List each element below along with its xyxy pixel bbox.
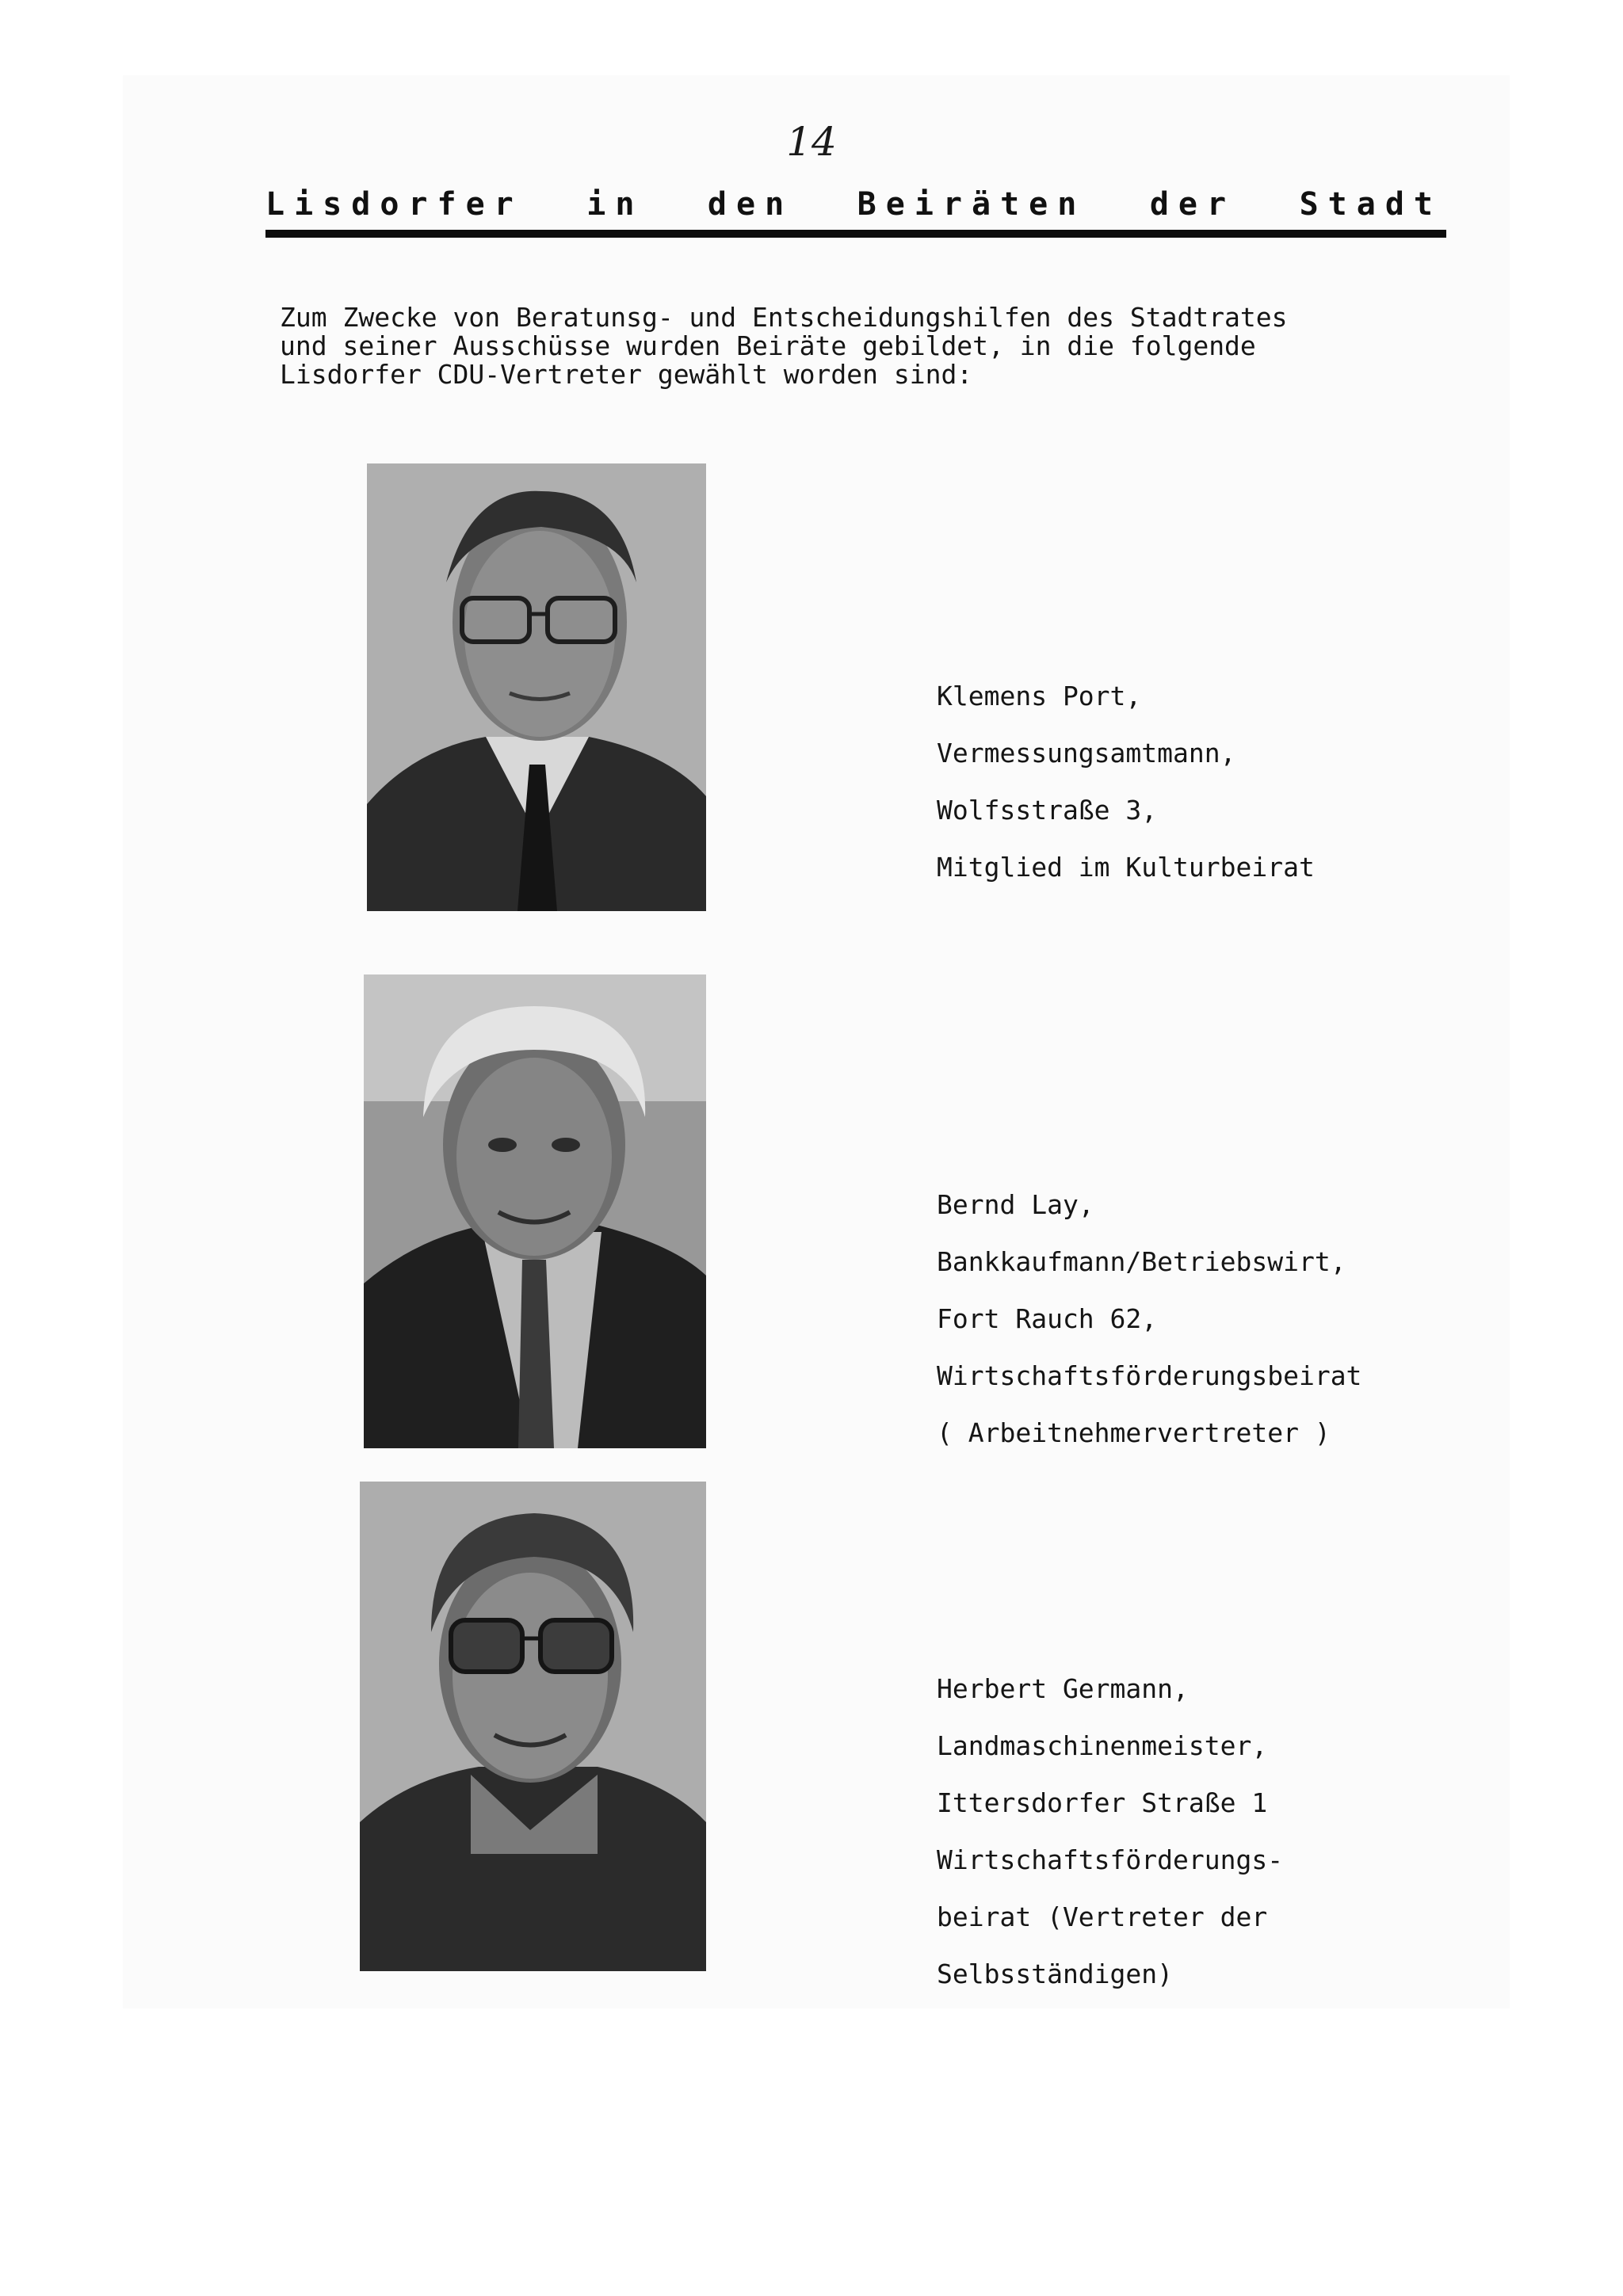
member-board: Wirtschaftsförderungsbeirat [937,1360,1362,1391]
title-word: der [1149,186,1236,223]
title-word: in [586,186,644,223]
member-occupation: Landmaschinenmeister, [937,1730,1268,1761]
member-caption-3 [937,1646,1444,2017]
title-word: Lisdorfer [265,186,523,223]
portrait-photo-herbert-germann [360,1482,706,1971]
title-word: Beiräten [857,186,1086,223]
member-caption-1 [937,654,1444,910]
member-address: Ittersdorfer Straße 1 [937,1787,1268,1818]
member-name: Herbert Germann, [937,1673,1189,1704]
member-role: Selbsständigen) [937,1958,1174,1989]
member-role: ( Arbeitnehmervertreter ) [937,1417,1331,1448]
member-address: Wolfsstraße 3, [937,795,1158,826]
portrait-photo-klemens-port [367,463,706,911]
portrait-photo-bernd-lay [364,974,706,1448]
member-caption-2 [937,1162,1444,1476]
member-board-continued: beirat (Vertreter der [937,1901,1268,1932]
title-word: den [707,186,794,223]
page-number: 14 [786,119,837,165]
member-board: Mitglied im Kulturbeirat [937,852,1315,883]
member-board: Wirtschaftsförderungs- [937,1844,1284,1875]
title-word: Stadt [1299,186,1442,223]
intro-paragraph: Zum Zwecke von Beratunsg- und Entscheidungshilfen des Stadtrates und seiner Ausschüsse wurden Beiräte gebildet, in die folgende Lisdorfer CDU-Vertreter gewählt worden sind: [280,302,1288,390]
member-occupation: Vermessungsamtmann, [937,738,1236,769]
member-address: Fort Rauch 62, [937,1303,1158,1334]
member-occupation: Bankkaufmann/Betriebswirt, [937,1246,1346,1277]
member-name: Bernd Lay, [937,1189,1094,1220]
member-name: Klemens Port, [937,681,1142,711]
title-underline [265,230,1446,238]
page-title [265,186,1442,223]
